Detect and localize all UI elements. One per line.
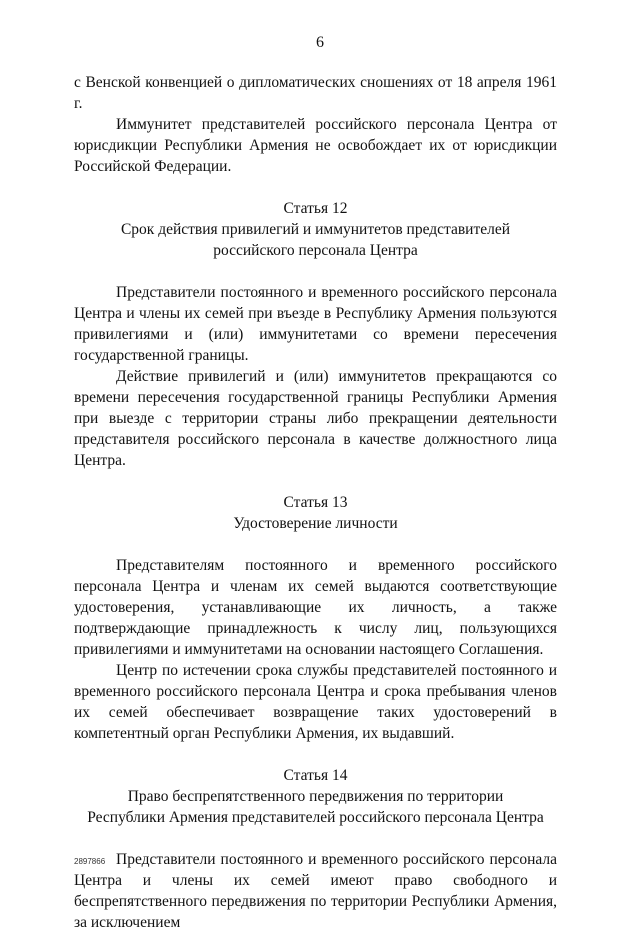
article-13-paragraph-1: Представителям постоянного и временного российского персонала Центра и членам их семей выдаются соответствующие удостоверения, устанавливающие их личность, а также подтверждающие принадлежность к числу лиц, пользующихся привилегиями и иммунитетами на основании настоящего Соглашения. xyxy=(74,557,557,658)
document-body xyxy=(74,72,557,933)
article-12-paragraph-1: Представители постоянного и временного российского персонала Центра и члены их семей при въезде в Республику Армения пользуются привилегиями и (или) иммунитетами со времени пересечения государственной границы. xyxy=(74,284,557,364)
article-13-title: Удостоверение личности xyxy=(233,515,398,532)
article-12-title-line1: Срок действия привилегий и иммунитетов представителей xyxy=(120,221,511,238)
article-14-heading xyxy=(74,765,557,828)
intro-paragraph-1: с Венской конвенцией о дипломатических сношениях от 18 апреля 1961 г. xyxy=(74,74,557,112)
article-12-paragraph-2: Действие привилегий и (или) иммунитетов прекращаются со времени пересечения государственной границы Республики Армения при выезде с территории страны либо прекращении деятельности представителя российского персонала в качестве должностного лица Центра. xyxy=(74,368,557,469)
document-code: 2897866 xyxy=(74,857,106,866)
article-13-heading xyxy=(74,492,557,534)
article-14-number: Статья 14 xyxy=(283,767,348,784)
article-12-heading xyxy=(74,198,557,261)
intro-paragraph-2: Иммунитет представителей российского персонала Центра от юрисдикции Республики Армения не освобождает их от юрисдикции Российской Федерации. xyxy=(74,116,557,175)
article-14-title-line2: Республики Армения представителей российского персонала Центра xyxy=(87,809,544,826)
article-12-number: Статья 12 xyxy=(283,200,348,217)
page-number: 6 xyxy=(316,34,324,51)
article-13-paragraph-2: Центр по истечении срока службы представителей постоянного и временного российского персонала Центра и срока пребывания членов их семей обеспечивает возвращение таких удостоверений в компетентный орган Республики Армения, их выдавший. xyxy=(74,662,557,742)
article-14-title-line1: Право беспрепятственного передвижения по территории xyxy=(127,788,504,805)
article-14-paragraph-1: Представители постоянного и временного российского персонала Центра и члены их семей имеют право свободного и беспрепятственного передвижения по территории Республики Армения, за исключением xyxy=(74,851,557,931)
article-12-title-line2: российского персонала Центра xyxy=(213,242,418,259)
article-13-number: Статья 13 xyxy=(283,494,348,511)
